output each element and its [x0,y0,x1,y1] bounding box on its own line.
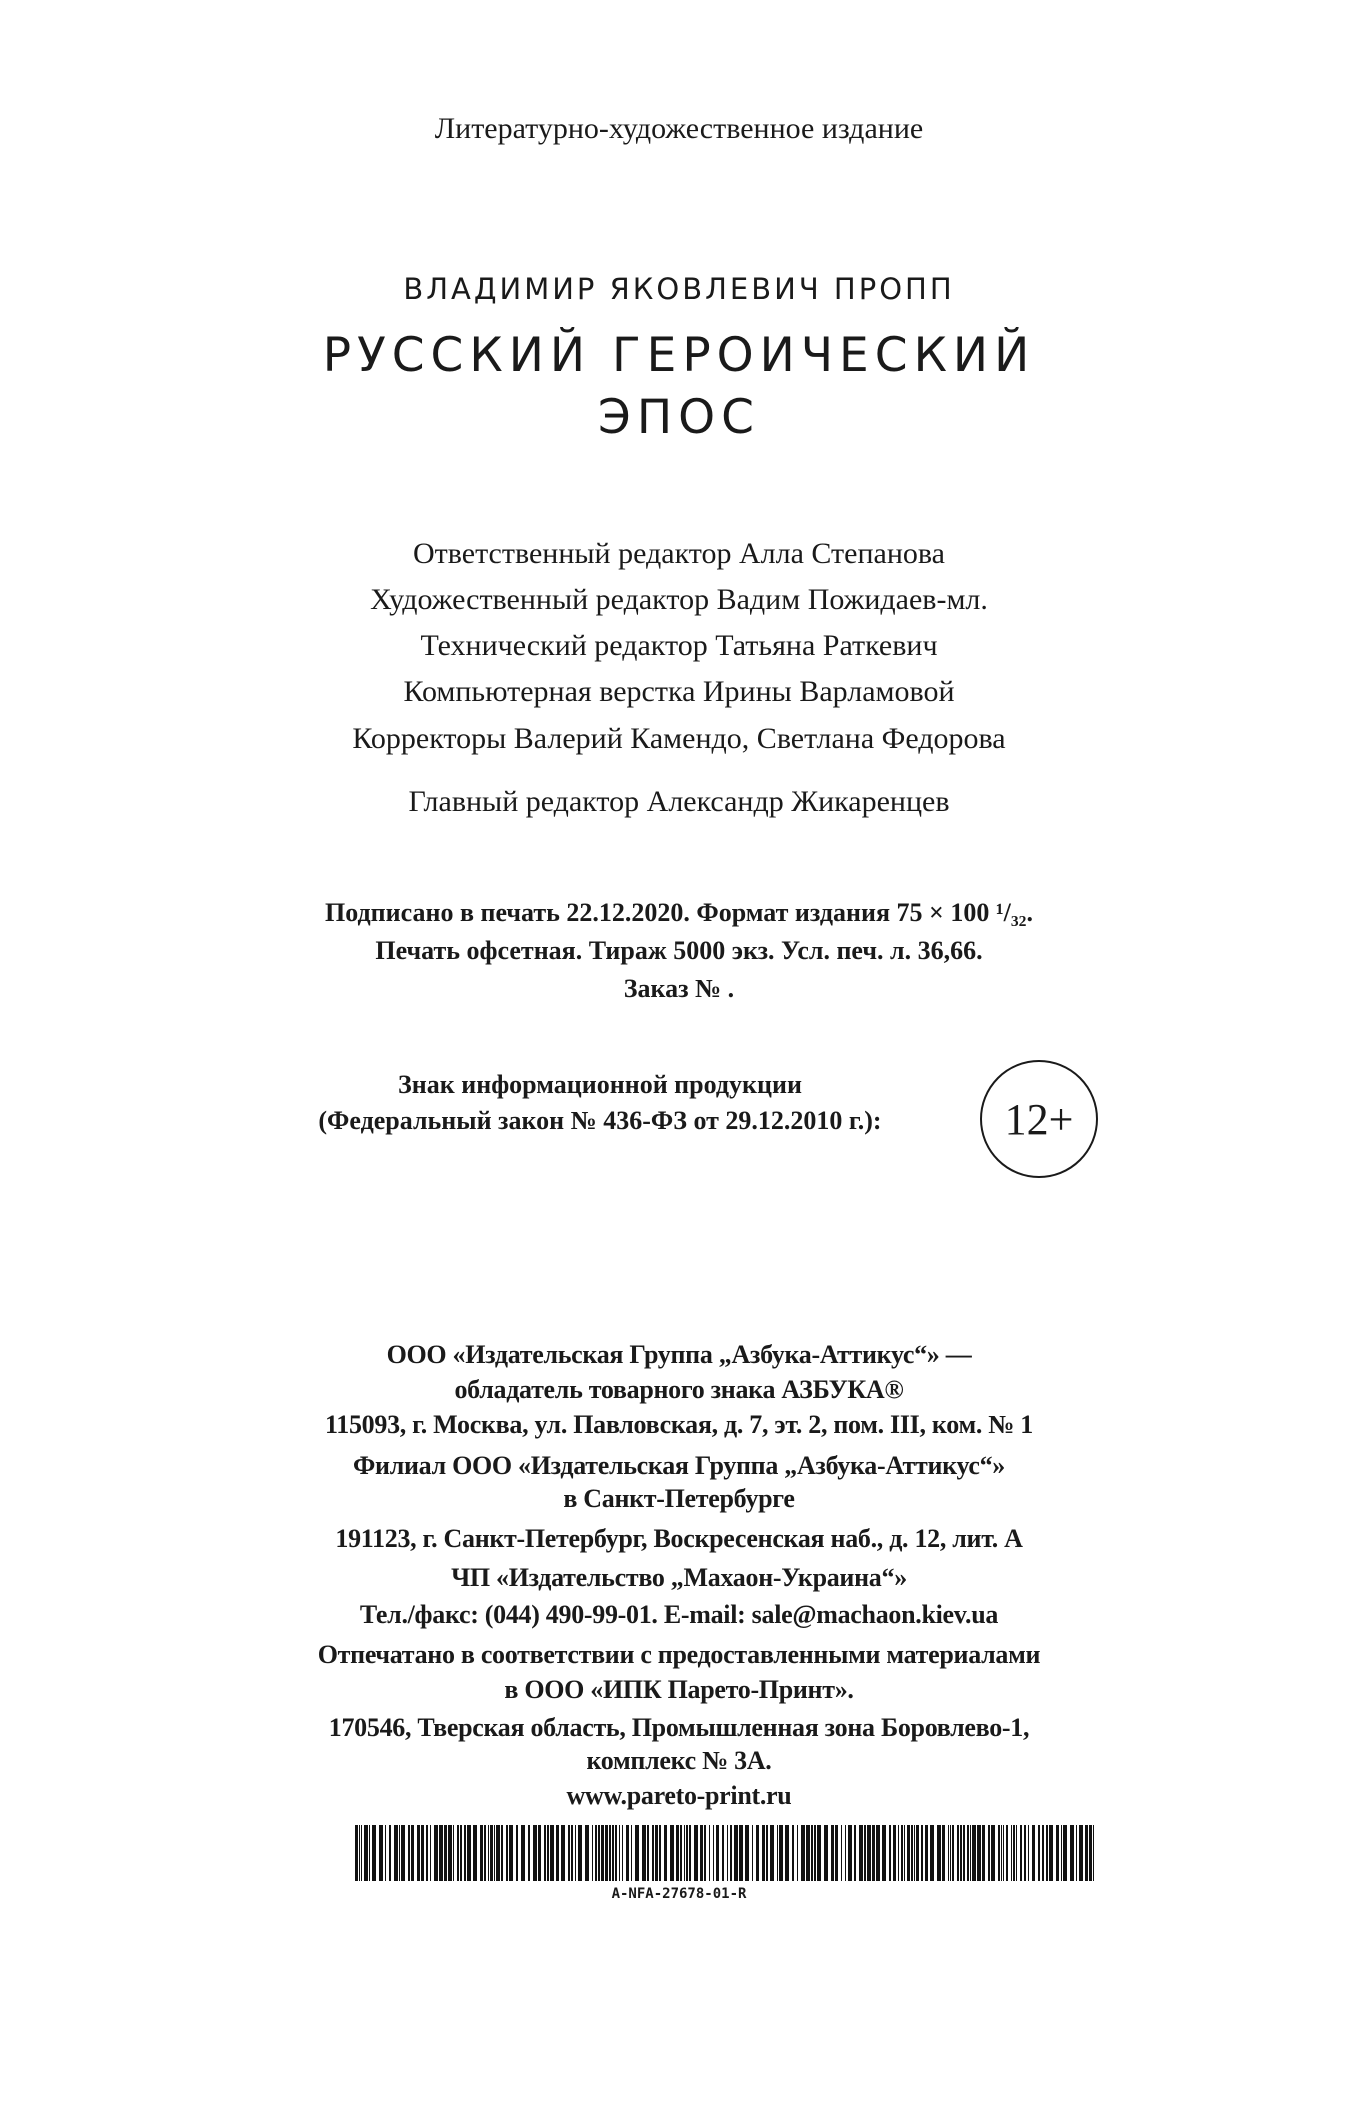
barcode-bar [988,1825,990,1881]
staff-line: Ответственный редактор Алла Степанова [413,537,945,570]
barcode-bar [766,1825,768,1881]
chief-editor-line: Главный редактор Александр Жикаренцев [408,785,950,818]
barcode-bar [930,1825,934,1881]
barcode-bar [694,1825,698,1881]
barcode-bar [854,1825,856,1881]
barcode-bar [1049,1825,1053,1881]
barcode-bar [592,1825,593,1881]
barcode-bar [528,1825,530,1881]
barcode-bar [605,1825,608,1881]
barcode-bar [521,1825,525,1881]
age-rating-label: Знак информационной продукции [398,1070,802,1099]
barcode-bar [1076,1825,1077,1881]
barcode-bar [444,1825,447,1881]
barcode-bar [770,1825,774,1881]
barcode-bar [982,1825,985,1881]
barcode-bar [538,1825,541,1881]
publisher-line: Тел./факс: (044) 490-99-01. E-mail: sale@machaon.kiev.ua [359,1600,999,1629]
barcode-bar [872,1825,875,1881]
barcode-bar [364,1825,368,1881]
barcode-bar [730,1825,732,1881]
barcode-bar [496,1825,500,1881]
barcode-bar [626,1825,629,1881]
barcode-bar [1013,1825,1015,1881]
barcode-bar [601,1825,604,1881]
barcode-bar [647,1825,649,1881]
barcode-bar [372,1825,376,1881]
barcode-bar [408,1825,410,1881]
barcode-bar [595,1825,597,1881]
barcode-bar [379,1825,383,1881]
barcode-bar [635,1825,639,1881]
staff-line: Компьютерная верстка Ирины Варламовой [403,675,955,708]
printer-website: www.pareto-print.ru [566,1781,792,1810]
barcode-bar [991,1825,995,1881]
barcode-bar [689,1825,691,1881]
barcode-bar [359,1825,360,1881]
barcode-bar [421,1825,424,1881]
barcode-bar [1006,1825,1008,1881]
barcode-bar [756,1825,759,1881]
barcode-bar [907,1825,910,1881]
barcode-bar [1032,1825,1035,1881]
barcode-bar [921,1825,923,1881]
barcode-bar [709,1825,710,1881]
barcode-bar [467,1825,471,1881]
barcode-bar [501,1825,503,1881]
barcode-bar [845,1825,846,1881]
barcode-bar [914,1825,915,1881]
barcode-bar [1042,1825,1044,1881]
barcode-bar [952,1825,954,1881]
barcode-bar [1089,1825,1092,1881]
barcode-bar [575,1825,576,1881]
barcode-bar [806,1825,810,1881]
barcode-bar [1079,1825,1083,1881]
publisher-line: обладатель товарного знака АЗБУКА® [454,1375,904,1404]
barcode-bar [506,1825,508,1881]
barcode-bar [655,1825,658,1881]
barcode-bar [859,1825,863,1881]
barcode-bar [739,1825,743,1881]
barcode-bar [972,1825,976,1881]
barcode-bar [631,1825,632,1881]
barcode-bar [727,1825,728,1881]
staff-line: Технический редактор Татьяна Раткевич [420,629,938,662]
barcode-bar [684,1825,685,1881]
barcode-bar [752,1825,753,1881]
barcode-bar [942,1825,945,1881]
barcode-bar [1063,1825,1067,1881]
barcode-bar [430,1825,431,1881]
barcode-bar [762,1825,765,1881]
barcode-bar [811,1825,813,1881]
barcode-bar [434,1825,438,1881]
barcode-bar [779,1825,783,1881]
publisher-line: 191123, г. Санкт-Петербург, Воскресенская наб., д. 12, лит. А [335,1524,1023,1553]
barcode-bar [544,1825,546,1881]
barcode-bar [1016,1825,1017,1881]
barcode-bar [598,1825,600,1881]
barcode-bar [568,1825,570,1881]
publisher-line: 115093, г. Москва, ул. Павловская, д. 7, эт. 2, пом. III, ком. № 1 [325,1410,1033,1439]
barcode-bar [664,1825,667,1881]
print-info-line: Заказ № . [623,974,735,1003]
barcode-bar [1061,1825,1062,1881]
barcode-bar [361,1825,362,1881]
publisher-line: в Санкт-Петербурге [563,1484,795,1513]
barcode-bar [937,1825,941,1881]
print-info-line: Печать офсетная. Тираж 5000 экз. Усл. печ. л. 36,66. [375,936,983,965]
barcode-bar [556,1825,559,1881]
barcode-bar [1003,1825,1004,1881]
staff-line: Корректоры Валерий Камендо, Светлана Федорова [352,722,1006,755]
barcode-bar [547,1825,549,1881]
barcode-bar [385,1825,386,1881]
barcode-bar [457,1825,459,1881]
barcode-bar [817,1825,821,1881]
barcode-bar [792,1825,794,1881]
barcode-bar [494,1825,495,1881]
barcode-bar [1028,1825,1029,1881]
barcode-bar [401,1825,405,1881]
barcode-bar [670,1825,674,1881]
book-title-line-2: ЭПОС [598,390,760,445]
barcode-bar [957,1825,959,1881]
barcode-bar [904,1825,905,1881]
barcode-bar [916,1825,919,1881]
barcode-bar [609,1825,611,1881]
barcode-bar [355,1825,358,1881]
barcode-bar [1046,1825,1048,1881]
barcode-bar [777,1825,778,1881]
barcode-bar [652,1825,654,1881]
book-title-line-1: РУССКИЙ ГЕРОИЧЕСКИЙ [322,328,1036,383]
barcode-bar [1093,1825,1094,1881]
barcode-bar [967,1825,969,1881]
barcode-bar [1001,1825,1002,1881]
barcode-bar [864,1825,866,1881]
barcode-bar [977,1825,981,1881]
barcode-bar [831,1825,834,1881]
publisher-line: Филиал ООО «Издательская Группа „Азбука-Аттикус“» [352,1451,1005,1480]
barcode-bar [911,1825,913,1881]
barcode-bar [680,1825,682,1881]
barcode-bar [1085,1825,1088,1881]
barcode-bar [439,1825,443,1881]
barcode-bar [713,1825,714,1881]
barcode-code: A-NFA-27678-01-R [611,1886,747,1902]
barcode-bar [848,1825,852,1881]
printer-line: в ООО «ИПК Парето-Принт». [504,1675,854,1704]
barcode-bar [841,1825,842,1881]
barcode-bar [490,1825,493,1881]
barcode-bar [676,1825,679,1881]
barcode-bar [867,1825,871,1881]
barcode-bar [970,1825,971,1881]
barcode-bar [619,1825,620,1881]
barcode-bar [399,1825,400,1881]
barcode-bar [704,1825,706,1881]
barcode-bar [948,1825,949,1881]
publisher-line: ООО «Издательская Группа „Азбука-Аттикус“» — [386,1340,972,1369]
barcode-bar [889,1825,891,1881]
barcode-bar [480,1825,483,1881]
age-rating-law: (Федеральный закон № 436-ФЗ от 29.12.2010 г.): [318,1106,882,1135]
barcode-bar [801,1825,805,1881]
barcode-bar [960,1825,962,1881]
barcode-bar [448,1825,452,1881]
barcode-bar [876,1825,880,1881]
barcode-bar [1024,1825,1026,1881]
printer-line: Отпечатано в соответствии с предоставленными материалами [317,1640,1041,1669]
barcode-bar [585,1825,589,1881]
barcode-bar [411,1825,414,1881]
barcode-bar [950,1825,951,1881]
barcode-bar [578,1825,582,1881]
barcode-bar [533,1825,537,1881]
barcode-bar [814,1825,816,1881]
barcode-bar [1011,1825,1012,1881]
barcode-bar [473,1825,477,1881]
barcode-bar [516,1825,518,1881]
barcode-bar [893,1825,896,1881]
barcode-bar [797,1825,798,1881]
barcode-bar [561,1825,565,1881]
barcode-bar [659,1825,661,1881]
age-rating-badge: 12+ [980,1060,1098,1178]
barcode-bar [700,1825,703,1881]
barcode-bar [722,1825,724,1881]
barcode-bar [925,1825,928,1881]
barcode-bar [426,1825,428,1881]
barcode-bar [453,1825,454,1881]
print-info-line: Подписано в печать 22.12.2020. Формат издания 75 × 100 ¹/₃₂. [325,898,1033,927]
barcode-bar [484,1825,486,1881]
barcode-bar [1056,1825,1059,1881]
barcode-bar [612,1825,614,1881]
barcode-bar [745,1825,749,1881]
barcode-bar [835,1825,838,1881]
author-name: ВЛАДИМИР ЯКОВЛЕВИЧ ПРОПП [403,272,955,306]
barcode-bar [417,1825,420,1881]
barcode-bar [824,1825,828,1881]
barcode-bar [1020,1825,1022,1881]
barcode-bar [622,1825,623,1881]
barcode-bar [642,1825,646,1881]
barcode-bar [550,1825,554,1881]
barcode-bar [460,1825,462,1881]
barcode-bar [464,1825,466,1881]
printer-line: комплекс № 3А. [586,1746,772,1775]
barcode-bar [785,1825,789,1881]
barcode-bar [571,1825,573,1881]
barcode-bar [901,1825,903,1881]
barcode-bar [898,1825,899,1881]
genre-label: Литературно-художественное издание [434,112,924,145]
barcode-bar [1038,1825,1040,1881]
barcode-bar [998,1825,1000,1881]
barcode-bar [615,1825,617,1881]
staff-line: Художественный редактор Вадим Пожидаев-мл. [370,583,988,616]
barcode-bar [882,1825,886,1881]
barcode-bar [734,1825,738,1881]
barcode-bar [369,1825,370,1881]
barcode-bar [389,1825,391,1881]
barcode-bar [488,1825,489,1881]
barcode-bar [394,1825,398,1881]
barcode-image [355,1825,1099,1881]
barcode-bar [963,1825,965,1881]
printer-line: 170546, Тверская область, Промышленная зона Боровлево-1, [328,1713,1030,1742]
barcode-bar [716,1825,719,1881]
barcode-bar [686,1825,688,1881]
barcode-bar [509,1825,513,1881]
publisher-line: ЧП «Издательство „Махаон-Украина“» [451,1563,907,1592]
barcode-bar [1070,1825,1074,1881]
